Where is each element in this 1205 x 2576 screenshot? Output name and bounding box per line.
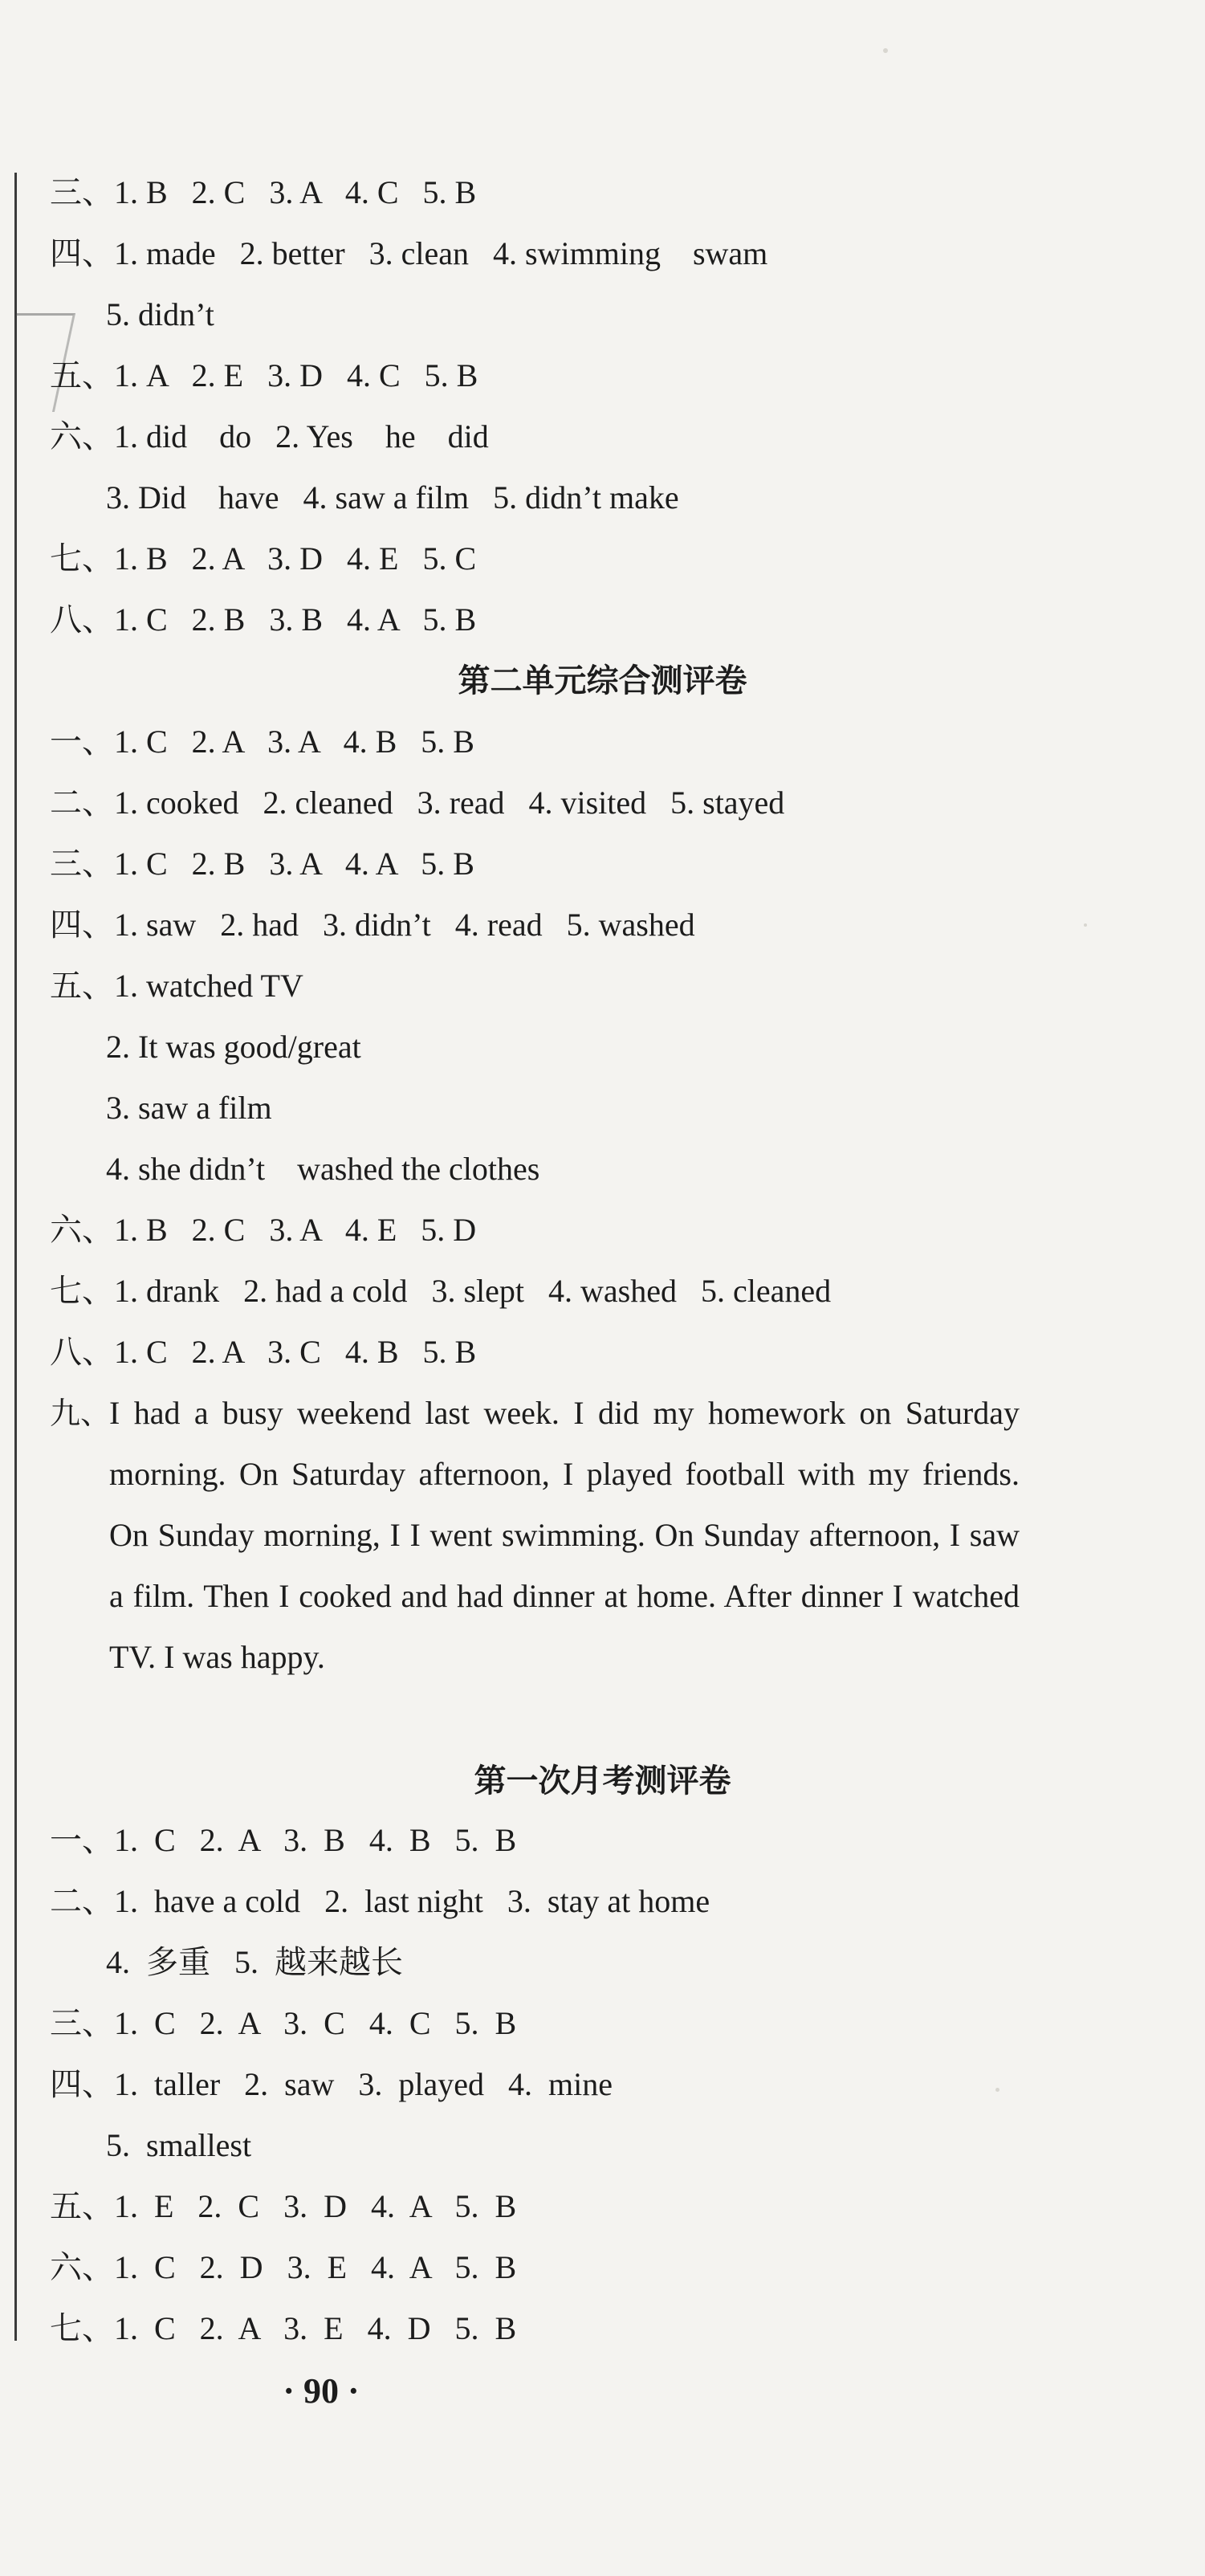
answer-line: 三、1. C 2. B 3. A 4. A 5. B: [50, 846, 474, 882]
composition-paragraph: I had a busy weekend last week. I did my homework on Saturday morning. On Saturday afternoon, I played football with my friends. On Sunday morning, I I went swimming. On Sunday afternoon, I saw a film. Then I cooked and had dinner at home. After dinner I watched TV. I was happy.: [109, 1395, 1020, 1675]
answer-line: 5. didn’t: [106, 296, 214, 332]
left-margin-rule: [14, 173, 17, 2341]
answer-line: 2. It was good/great: [106, 1029, 361, 1065]
answer-line: 4. she didn’t washed the clothes: [106, 1151, 540, 1187]
answer-line: 三、1. C 2. A 3. C 4. C 5. B: [50, 2005, 517, 2041]
answer-line: 六、1. did do 2. Yes he did: [50, 418, 489, 454]
answer-line: 三、1. B 2. C 3. A 4. C 5. B: [50, 174, 477, 210]
section-heading: 第二单元综合测评卷: [458, 662, 747, 699]
answer-line: 五、1. E 2. C 3. D 4. A 5. B: [50, 2188, 517, 2224]
answer-line: 4. 多重 5. 越来越长: [106, 1944, 403, 1980]
answer-line: 一、1. C 2. A 3. B 4. B 5. B: [50, 1822, 517, 1858]
answer-line: 3. Did have 4. saw a film 5. didn’t make: [106, 479, 679, 516]
answer-line: 二、1. cooked 2. cleaned 3. read 4. visited 5. stayed: [50, 785, 785, 821]
answer-line: 七、1. drank 2. had a cold 3. slept 4. washed 5. cleaned: [50, 1273, 832, 1309]
answer-line: 八、1. C 2. B 3. B 4. A 5. B: [50, 601, 477, 638]
answer-line: 五、1. watched TV: [50, 968, 303, 1004]
page-number: · 90 ·: [283, 2371, 360, 2411]
paper-speck: [995, 2088, 999, 2092]
answer-line: 一、1. C 2. A 3. A 4. B 5. B: [50, 723, 474, 760]
answer-line: 八、1. C 2. A 3. C 4. B 5. B: [50, 1334, 477, 1370]
paper-speck: [883, 48, 888, 53]
answer-line: 六、1. B 2. C 3. A 4. E 5. D: [50, 1212, 477, 1248]
answer-line: 六、1. C 2. D 3. E 4. A 5. B: [50, 2249, 517, 2285]
composition-label: 九、: [50, 1396, 112, 1431]
paper-speck: [1084, 923, 1087, 927]
answer-line: 七、1. C 2. A 3. E 4. D 5. B: [50, 2310, 517, 2346]
answer-line: 五、1. A 2. E 3. D 4. C 5. B: [50, 357, 478, 393]
answer-line: 四、1. saw 2. had 3. didn’t 4. read 5. washed: [50, 907, 695, 943]
answer-line: 四、1. made 2. better 3. clean 4. swimming swam: [50, 235, 768, 271]
answer-line: 四、1. taller 2. saw 3. played 4. mine: [50, 2066, 613, 2102]
section-heading: 第一次月考测评卷: [474, 1763, 731, 1800]
answer-line: 七、1. B 2. A 3. D 4. E 5. C: [50, 540, 477, 577]
answer-line: 5. smallest: [106, 2127, 252, 2163]
answer-line: 二、1. have a cold 2. last night 3. stay at home: [50, 1883, 710, 1919]
answer-line: 3. saw a film: [106, 1090, 272, 1126]
